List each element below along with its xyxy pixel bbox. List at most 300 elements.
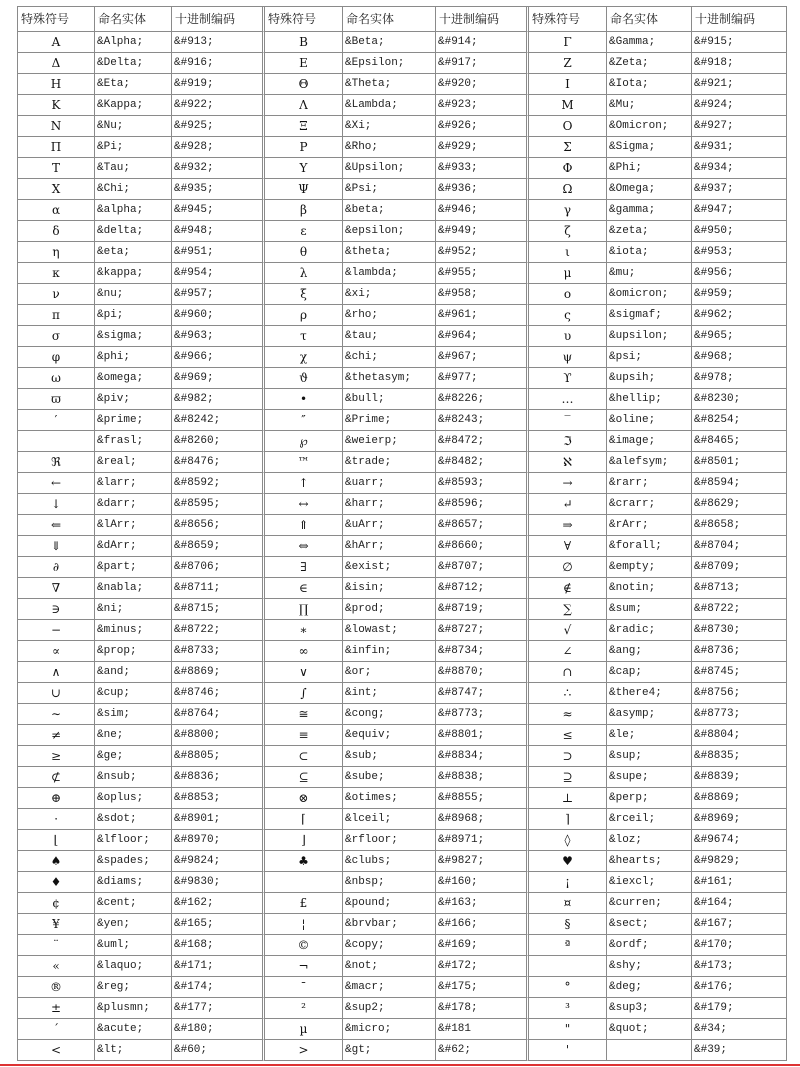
decimal-code-cell: &#62; <box>436 1040 529 1061</box>
decimal-code-cell: &#8869; <box>692 788 787 809</box>
decimal-code-cell: &#161; <box>692 872 787 893</box>
entity-name-cell: &uArr; <box>343 515 436 536</box>
symbol-cell: § <box>529 914 607 935</box>
entity-name-cell: &lArr; <box>95 515 172 536</box>
table-row <box>18 893 787 914</box>
decimal-code-cell: &#932; <box>172 158 265 179</box>
entity-name-cell: &image; <box>607 431 692 452</box>
symbol-cell: Χ <box>18 179 95 200</box>
decimal-code-cell: &#8707; <box>436 557 529 578</box>
entity-name-cell: &exist; <box>343 557 436 578</box>
entity-name-cell: &equiv; <box>343 725 436 746</box>
entity-name-cell: &sect; <box>607 914 692 935</box>
entity-name-cell: &Rho; <box>343 137 436 158</box>
entity-name-cell: &Theta; <box>343 74 436 95</box>
decimal-code-cell: &#8713; <box>692 578 787 599</box>
table-row <box>18 305 787 326</box>
table-row <box>18 221 787 242</box>
decimal-code-cell: &#8804; <box>692 725 787 746</box>
decimal-code-cell: &#955; <box>436 263 529 284</box>
table-row <box>18 32 787 53</box>
symbol-cell: ♠ <box>18 851 95 872</box>
decimal-code-cell: &#173; <box>692 956 787 977</box>
entity-name-cell: &ni; <box>95 599 172 620</box>
bottom-divider <box>0 1064 800 1066</box>
decimal-code-cell: &#935; <box>172 179 265 200</box>
symbol-cell: ⊇ <box>529 767 607 788</box>
decimal-code-cell: &#9824; <box>172 851 265 872</box>
entity-name-cell: &omicron; <box>607 284 692 305</box>
decimal-code-cell: &#8838; <box>436 767 529 788</box>
decimal-code-cell: &#913; <box>172 32 265 53</box>
decimal-code-cell: &#9674; <box>692 830 787 851</box>
symbol-cell: ° <box>529 977 607 998</box>
symbol-cell: " <box>529 1019 607 1040</box>
decimal-code-cell: &#178; <box>436 998 529 1019</box>
decimal-code-cell: &#8730; <box>692 620 787 641</box>
symbol-cell: Ω <box>529 179 607 200</box>
symbol-cell: ¦ <box>265 914 343 935</box>
symbol-cell: √ <box>529 620 607 641</box>
decimal-code-cell: &#8869; <box>172 662 265 683</box>
decimal-code-cell: &#963; <box>172 326 265 347</box>
decimal-code-cell: &#8659; <box>172 536 265 557</box>
entity-name-cell: &nbsp; <box>343 872 436 893</box>
table-row <box>18 809 787 830</box>
table-row <box>18 872 787 893</box>
decimal-code-cell: &#982; <box>172 389 265 410</box>
decimal-code-cell: &#174; <box>172 977 265 998</box>
entity-name-cell: &iexcl; <box>607 872 692 893</box>
entity-name-cell: &Tau; <box>95 158 172 179</box>
entity-name-cell: &supe; <box>607 767 692 788</box>
entity-name-cell: &phi; <box>95 347 172 368</box>
decimal-code-cell: &#8719; <box>436 599 529 620</box>
symbol-cell: ⌈ <box>265 809 343 830</box>
decimal-code-cell: &#917; <box>436 53 529 74</box>
symbol-cell: β <box>265 200 343 221</box>
header-cell: 特殊符号 <box>18 7 95 32</box>
symbol-cell: Θ <box>265 74 343 95</box>
decimal-code-cell: &#9829; <box>692 851 787 872</box>
symbol-cell: μ <box>529 263 607 284</box>
table-row <box>18 641 787 662</box>
symbol-cell: Γ <box>529 32 607 53</box>
table-row <box>18 914 787 935</box>
entity-name-cell: &loz; <box>607 830 692 851</box>
entity-name-cell: &real; <box>95 452 172 473</box>
symbol-cell: η <box>18 242 95 263</box>
entity-name-cell: &copy; <box>343 935 436 956</box>
header-cell: 命名实体 <box>343 7 436 32</box>
decimal-code-cell: &#921; <box>692 74 787 95</box>
symbol-cell: − <box>18 620 95 641</box>
entity-name-cell: &sub; <box>343 746 436 767</box>
symbol-cell: ∨ <box>265 662 343 683</box>
entity-name-cell: &larr; <box>95 473 172 494</box>
symbol-cell <box>529 956 607 977</box>
entity-name-cell: &rfloor; <box>343 830 436 851</box>
symbol-cell: ω <box>18 368 95 389</box>
symbol-cell: χ <box>265 347 343 368</box>
entity-name-cell: &Delta; <box>95 53 172 74</box>
symbol-cell: ξ <box>265 284 343 305</box>
table-row <box>18 746 787 767</box>
decimal-code-cell: &#958; <box>436 284 529 305</box>
decimal-code-cell: &#8465; <box>692 431 787 452</box>
entity-name-cell: &pi; <box>95 305 172 326</box>
entity-name-cell: &beta; <box>343 200 436 221</box>
symbol-cell: ∀ <box>529 536 607 557</box>
entity-name-cell: &infin; <box>343 641 436 662</box>
decimal-code-cell: &#8706; <box>172 557 265 578</box>
decimal-code-cell: &#8226; <box>436 389 529 410</box>
entity-name-cell: &lowast; <box>343 620 436 641</box>
symbol-cell: ← <box>18 473 95 494</box>
entity-name-cell: &ge; <box>95 746 172 767</box>
symbol-cell: ∂ <box>18 557 95 578</box>
entity-name-cell: &Upsilon; <box>343 158 436 179</box>
decimal-code-cell: &#914; <box>436 32 529 53</box>
table-row <box>18 1040 787 1061</box>
entity-name-cell: &delta; <box>95 221 172 242</box>
symbol-cell: ¤ <box>529 893 607 914</box>
symbol-cell: Κ <box>18 95 95 116</box>
entity-name-cell: &not; <box>343 956 436 977</box>
entity-name-cell: &Pi; <box>95 137 172 158</box>
decimal-code-cell: &#916; <box>172 53 265 74</box>
symbol-cell: • <box>265 389 343 410</box>
entity-name-cell: &Eta; <box>95 74 172 95</box>
decimal-code-cell: &#8756; <box>692 683 787 704</box>
table-row <box>18 389 787 410</box>
decimal-code-cell: &#166; <box>436 914 529 935</box>
table-row <box>18 725 787 746</box>
symbol-cell: Μ <box>529 95 607 116</box>
symbol-cell: ∝ <box>18 641 95 662</box>
decimal-code-cell: &#8712; <box>436 578 529 599</box>
entity-name-cell: &ang; <box>607 641 692 662</box>
entity-name-cell: &theta; <box>343 242 436 263</box>
table-body <box>18 32 787 1061</box>
decimal-code-cell: &#953; <box>692 242 787 263</box>
header-cell: 命名实体 <box>95 7 172 32</box>
symbol-cell: ↵ <box>529 494 607 515</box>
decimal-code-cell: &#969; <box>172 368 265 389</box>
symbol-cell: ² <box>265 998 343 1019</box>
decimal-code-cell: &#8745; <box>692 662 787 683</box>
entity-name-cell: &and; <box>95 662 172 683</box>
symbol-cell: ∏ <box>265 599 343 620</box>
decimal-code-cell: &#957; <box>172 284 265 305</box>
entity-name-cell: &Iota; <box>607 74 692 95</box>
symbol-cell: ε <box>265 221 343 242</box>
symbol-cell: © <box>265 935 343 956</box>
decimal-code-cell: &#8734; <box>436 641 529 662</box>
symbol-cell: ∇ <box>18 578 95 599</box>
table-row <box>18 935 787 956</box>
entity-name-cell: &trade; <box>343 452 436 473</box>
table-row <box>18 536 787 557</box>
table-row <box>18 515 787 536</box>
symbol-cell: ¨ <box>18 935 95 956</box>
decimal-code-cell: &#961; <box>436 305 529 326</box>
entity-name-cell: &le; <box>607 725 692 746</box>
decimal-code-cell: &#8746; <box>172 683 265 704</box>
decimal-code-cell: &#936; <box>436 179 529 200</box>
entity-name-cell: &laquo; <box>95 956 172 977</box>
table-row <box>18 116 787 137</box>
decimal-code-cell: &#968; <box>692 347 787 368</box>
entity-name-cell: &shy; <box>607 956 692 977</box>
entity-name-cell: &sup2; <box>343 998 436 1019</box>
symbol-cell: ⌋ <box>265 830 343 851</box>
symbol-cell: ⊃ <box>529 746 607 767</box>
decimal-code-cell: &#926; <box>436 116 529 137</box>
decimal-code-cell: &#947; <box>692 200 787 221</box>
decimal-code-cell: &#8805; <box>172 746 265 767</box>
decimal-code-cell: &#8243; <box>436 410 529 431</box>
table-row <box>18 326 787 347</box>
decimal-code-cell: &#165; <box>172 914 265 935</box>
decimal-code-cell: &#8773; <box>436 704 529 725</box>
decimal-code-cell: &#180; <box>172 1019 265 1040</box>
table-row <box>18 410 787 431</box>
decimal-code-cell: &#8971; <box>436 830 529 851</box>
entity-name-cell: &upsih; <box>607 368 692 389</box>
symbol-cell: ' <box>529 1040 607 1061</box>
symbol-cell <box>265 872 343 893</box>
entity-name-cell: &minus; <box>95 620 172 641</box>
symbol-cell: ς <box>529 305 607 326</box>
entity-name-cell: &nabla; <box>95 578 172 599</box>
symbol-cell: Ξ <box>265 116 343 137</box>
decimal-code-cell: &#9830; <box>172 872 265 893</box>
decimal-code-cell: &#9827; <box>436 851 529 872</box>
entity-name-cell: &sigmaf; <box>607 305 692 326</box>
table-row <box>18 200 787 221</box>
entity-name-cell: &sim; <box>95 704 172 725</box>
symbol-cell: ∃ <box>265 557 343 578</box>
entity-name-cell: &sigma; <box>95 326 172 347</box>
table-row <box>18 767 787 788</box>
symbol-cell: ≈ <box>529 704 607 725</box>
symbol-cell: ¯ <box>265 977 343 998</box>
entity-name-cell: &Zeta; <box>607 53 692 74</box>
symbol-cell: ℵ <box>529 452 607 473</box>
entity-name-cell: &ne; <box>95 725 172 746</box>
entity-name-cell: &piv; <box>95 389 172 410</box>
table-row <box>18 494 787 515</box>
entity-name-cell: &plusmn; <box>95 998 172 1019</box>
decimal-code-cell: &#931; <box>692 137 787 158</box>
decimal-code-cell: &#8727; <box>436 620 529 641</box>
header-cell: 特殊符号 <box>265 7 343 32</box>
decimal-code-cell: &#8969; <box>692 809 787 830</box>
symbol-cell: ♦ <box>18 872 95 893</box>
decimal-code-cell: &#8595; <box>172 494 265 515</box>
symbol-cell: ψ <box>529 347 607 368</box>
entity-name-cell: &zeta; <box>607 221 692 242</box>
decimal-code-cell: &#949; <box>436 221 529 242</box>
decimal-code-cell: &#162; <box>172 893 265 914</box>
entity-name-cell: &weierp; <box>343 431 436 452</box>
table-row <box>18 977 787 998</box>
entity-name-cell: &empty; <box>607 557 692 578</box>
html-entity-table <box>17 6 787 1061</box>
symbol-cell: ↑ <box>265 473 343 494</box>
entity-name-cell: &part; <box>95 557 172 578</box>
symbol-cell: ⇒ <box>529 515 607 536</box>
table-row <box>18 683 787 704</box>
entity-name-cell: &Prime; <box>343 410 436 431</box>
symbol-cell: π <box>18 305 95 326</box>
symbol-cell: ∉ <box>529 578 607 599</box>
symbol-cell: ∼ <box>18 704 95 725</box>
symbol-cell: → <box>529 473 607 494</box>
entity-name-cell: &quot; <box>607 1019 692 1040</box>
entity-name-cell: &forall; <box>607 536 692 557</box>
symbol-cell: > <box>265 1040 343 1061</box>
entity-name-cell: &kappa; <box>95 263 172 284</box>
decimal-code-cell: &#8593; <box>436 473 529 494</box>
decimal-code-cell: &#8254; <box>692 410 787 431</box>
decimal-code-cell: &#8660; <box>436 536 529 557</box>
decimal-code-cell: &#181 <box>436 1019 529 1040</box>
decimal-code-cell: &#922; <box>172 95 265 116</box>
entity-name-cell: &sup3; <box>607 998 692 1019</box>
decimal-code-cell: &#8501; <box>692 452 787 473</box>
table-row <box>18 578 787 599</box>
decimal-code-cell: &#933; <box>436 158 529 179</box>
entity-name-cell: &prop; <box>95 641 172 662</box>
entity-name-cell: &tau; <box>343 326 436 347</box>
table-row <box>18 368 787 389</box>
entity-name-cell: &isin; <box>343 578 436 599</box>
symbol-cell: ∧ <box>18 662 95 683</box>
entity-name-cell: &Xi; <box>343 116 436 137</box>
table-row <box>18 158 787 179</box>
decimal-code-cell: &#954; <box>172 263 265 284</box>
symbol-cell: ¬ <box>265 956 343 977</box>
entity-name-cell: &mu; <box>607 263 692 284</box>
symbol-cell: Υ <box>265 158 343 179</box>
symbol-cell: ⊄ <box>18 767 95 788</box>
entity-name-cell: &prime; <box>95 410 172 431</box>
table-row <box>18 74 787 95</box>
entity-name-cell: &Phi; <box>607 158 692 179</box>
symbol-cell: ⊆ <box>265 767 343 788</box>
entity-name-cell: &cong; <box>343 704 436 725</box>
symbol-cell: ¥ <box>18 914 95 935</box>
symbol-cell: ′ <box>18 410 95 431</box>
entity-name-cell: &Omega; <box>607 179 692 200</box>
symbol-cell: ⇔ <box>265 536 343 557</box>
symbol-cell: ↔ <box>265 494 343 515</box>
entity-name-cell: &Mu; <box>607 95 692 116</box>
decimal-code-cell: &#915; <box>692 32 787 53</box>
entity-name-cell: &diams; <box>95 872 172 893</box>
decimal-code-cell: &#172; <box>436 956 529 977</box>
decimal-code-cell: &#965; <box>692 326 787 347</box>
decimal-code-cell: &#951; <box>172 242 265 263</box>
table-row <box>18 851 787 872</box>
decimal-code-cell: &#8839; <box>692 767 787 788</box>
entity-name-cell: &omega; <box>95 368 172 389</box>
table-row <box>18 956 787 977</box>
symbol-cell: ´ <box>18 1019 95 1040</box>
symbol-cell: Λ <box>265 95 343 116</box>
symbol-cell: Ο <box>529 116 607 137</box>
symbol-cell: ⊂ <box>265 746 343 767</box>
symbol-cell: ⇓ <box>18 536 95 557</box>
entity-name-cell: &otimes; <box>343 788 436 809</box>
symbol-cell: Δ <box>18 53 95 74</box>
decimal-code-cell: &#8711; <box>172 578 265 599</box>
decimal-code-cell: &#8722; <box>172 620 265 641</box>
entity-name-cell: &alefsym; <box>607 452 692 473</box>
symbol-cell: ϖ <box>18 389 95 410</box>
decimal-code-cell: &#920; <box>436 74 529 95</box>
decimal-code-cell: &#170; <box>692 935 787 956</box>
decimal-code-cell: &#934; <box>692 158 787 179</box>
table-row <box>18 431 787 452</box>
decimal-code-cell: &#959; <box>692 284 787 305</box>
symbol-cell: ϒ <box>529 368 607 389</box>
decimal-code-cell: &#923; <box>436 95 529 116</box>
decimal-code-cell: &#8704; <box>692 536 787 557</box>
decimal-code-cell: &#8260; <box>172 431 265 452</box>
symbol-cell: φ <box>18 347 95 368</box>
decimal-code-cell: &#8968; <box>436 809 529 830</box>
entity-name-cell: &rceil; <box>607 809 692 830</box>
symbol-cell: ∠ <box>529 641 607 662</box>
symbol-cell: δ <box>18 221 95 242</box>
symbol-cell: ⇑ <box>265 515 343 536</box>
symbol-cell: κ <box>18 263 95 284</box>
symbol-cell: ≥ <box>18 746 95 767</box>
table-row <box>18 599 787 620</box>
entity-name-cell: &dArr; <box>95 536 172 557</box>
entity-name-cell: &lceil; <box>343 809 436 830</box>
symbol-cell: ≅ <box>265 704 343 725</box>
entity-name-cell: &notin; <box>607 578 692 599</box>
decimal-code-cell: &#176; <box>692 977 787 998</box>
decimal-code-cell: &#967; <box>436 347 529 368</box>
symbol-cell: ⊕ <box>18 788 95 809</box>
entity-name-cell: &asymp; <box>607 704 692 725</box>
decimal-code-cell: &#171; <box>172 956 265 977</box>
table-row <box>18 95 787 116</box>
decimal-code-cell: &#8242; <box>172 410 265 431</box>
entity-name-cell: &brvbar; <box>343 914 436 935</box>
entity-name-cell: &reg; <box>95 977 172 998</box>
symbol-cell: ª <box>529 935 607 956</box>
entity-name-cell: &lt; <box>95 1040 172 1061</box>
header-cell: 十进制编码 <box>692 7 787 32</box>
entity-name-cell: &hearts; <box>607 851 692 872</box>
decimal-code-cell: &#962; <box>692 305 787 326</box>
entity-name-cell: &hArr; <box>343 536 436 557</box>
entity-name-cell: &darr; <box>95 494 172 515</box>
symbol-cell: ⌊ <box>18 830 95 851</box>
symbol-cell: ℑ <box>529 431 607 452</box>
decimal-code-cell: &#8472; <box>436 431 529 452</box>
symbol-cell: Α <box>18 32 95 53</box>
decimal-code-cell: &#929; <box>436 137 529 158</box>
header-row <box>18 7 787 32</box>
symbol-cell: ∋ <box>18 599 95 620</box>
